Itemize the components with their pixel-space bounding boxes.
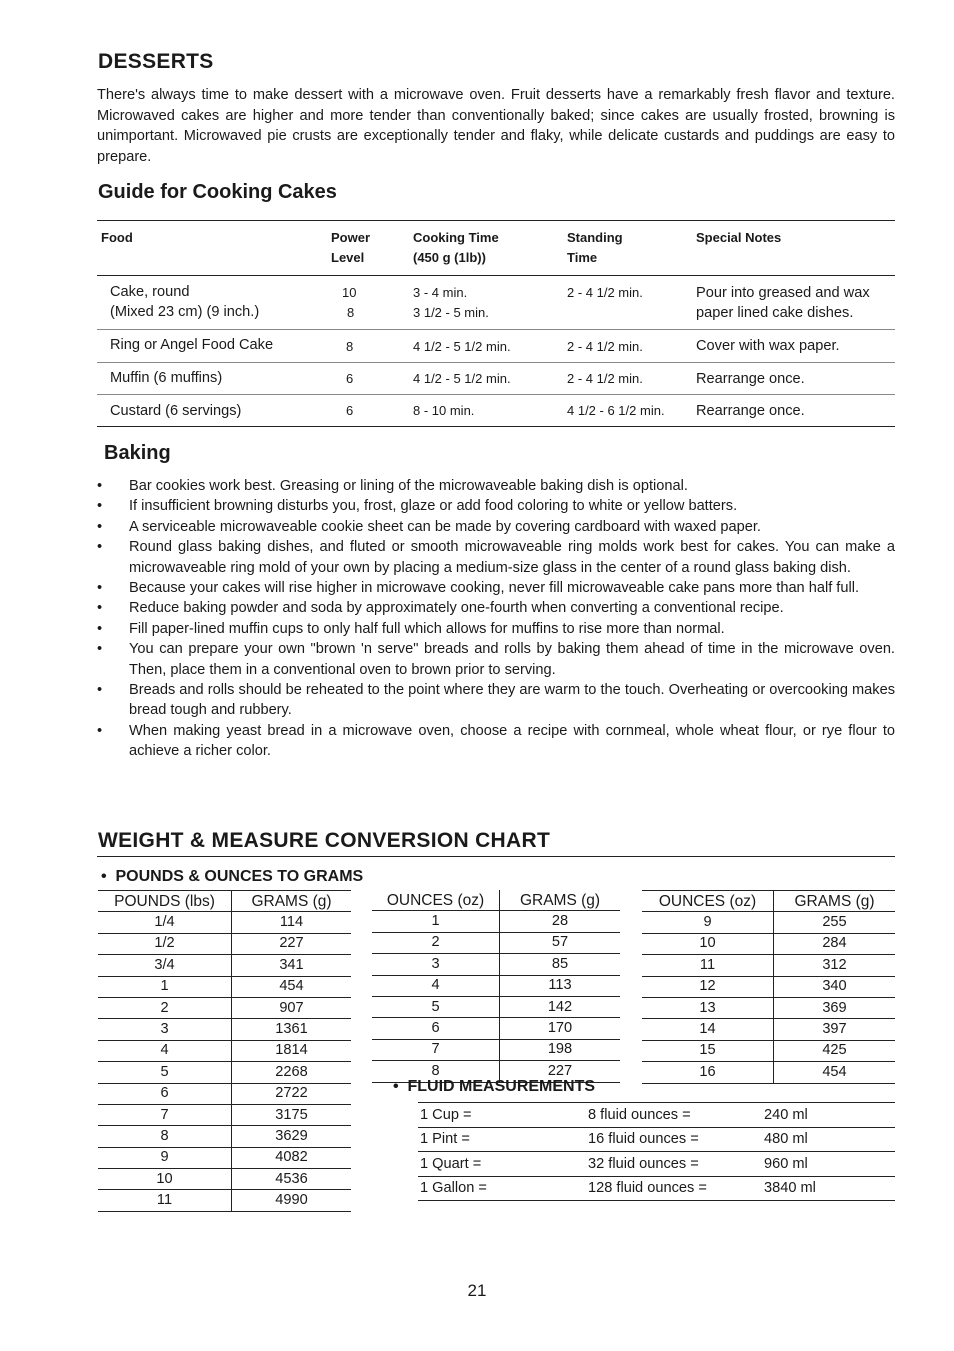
table-row: [418, 1152, 895, 1177]
table-cell: 5: [372, 996, 500, 1017]
row-cooking-time: 4 1/2 - 5 1/2 min.: [413, 339, 511, 354]
row-food: Ring or Angel Food Cake: [110, 337, 274, 353]
table-cell: 1361: [232, 1019, 352, 1040]
table-row: [418, 1103, 895, 1128]
row-cooking-time: 8 - 10 min.: [413, 403, 475, 418]
ounces-grams-table-2: [642, 890, 895, 1084]
table-row: [418, 1127, 895, 1152]
table-cell: 240 ml: [762, 1103, 895, 1128]
table-cell: 10: [98, 1169, 232, 1190]
table-row: [372, 954, 620, 975]
table-cell: 4: [372, 975, 500, 996]
table-cell: 341: [232, 955, 352, 976]
desserts-heading: DESSERTS: [98, 50, 214, 73]
fluid-table-body: [418, 1103, 895, 1201]
cakes-table-top-rule: [97, 220, 895, 221]
table-cell: 6: [372, 1018, 500, 1039]
table-cell: 4990: [232, 1190, 352, 1211]
list-item: • If insufficient browning disturbs you, frost, glaze or add food coloring to white or yellow batters.: [97, 496, 895, 516]
table-row: [98, 1147, 351, 1168]
table-cell: 114: [232, 912, 352, 933]
table-cell: 15: [642, 1040, 774, 1061]
list-item: • Fill paper-lined muffin cups to only half full which allows for muffins to rise more than normal.: [97, 619, 895, 639]
table-cell: 3: [98, 1019, 232, 1040]
pounds-ounces-subheading: [101, 868, 363, 886]
row-food: [110, 282, 259, 322]
row-notes: Rearrange once.: [696, 371, 805, 387]
row-food-line1: Cake, round: [110, 284, 190, 300]
table-row: [98, 997, 351, 1018]
table-row: [642, 1040, 895, 1061]
table-header-row: [372, 890, 620, 911]
table-cell: 128 fluid ounces =: [586, 1176, 762, 1201]
header-grams: GRAMS (g): [232, 891, 352, 912]
row-standing-time: 2 - 4 1/2 min.: [567, 339, 643, 354]
table-cell: 3/4: [98, 955, 232, 976]
table-cell: 1 Pint =: [418, 1127, 586, 1152]
row-food: Muffin (6 muffins): [110, 370, 223, 386]
table-cell: 7: [372, 1039, 500, 1060]
row-food: Custard (6 servings): [110, 403, 242, 419]
header-power-line2: Level: [331, 250, 365, 265]
table-cell: 227: [500, 1061, 621, 1082]
table-cell: 1/4: [98, 912, 232, 933]
table-cell: 3175: [232, 1104, 352, 1125]
header-ounces: OUNCES (oz): [372, 890, 500, 911]
header-power-line1: Power: [331, 230, 371, 245]
table-row: [98, 1169, 351, 1190]
table-cell: 1/2: [98, 933, 232, 954]
table-cell: 57: [500, 932, 621, 953]
table-cell: 2268: [232, 1062, 352, 1083]
table-cell: 3: [372, 954, 500, 975]
pounds-grams-table: [98, 890, 351, 1212]
table-cell: 2: [98, 997, 232, 1018]
table-row: [372, 975, 620, 996]
table-cell: 960 ml: [762, 1152, 895, 1177]
row-notes-line2: paper lined cake dishes.: [696, 305, 854, 321]
row-standing-time: 4 1/2 - 6 1/2 min.: [567, 403, 665, 418]
table-row: [372, 1039, 620, 1060]
table-cell: 255: [774, 912, 896, 933]
table-cell: 7: [98, 1104, 232, 1125]
table-cell: 8: [98, 1126, 232, 1147]
table-header-row: [98, 891, 351, 912]
table-cell: 454: [774, 1062, 896, 1083]
table-row: [372, 932, 620, 953]
table-row: [642, 1019, 895, 1040]
table-row: [642, 997, 895, 1018]
ounces-grams-table-1: [372, 890, 620, 1083]
list-item: • A serviceable microwaveable cookie sheet can be made by covering cardboard with waxed paper.: [97, 517, 895, 537]
table-row: [372, 911, 620, 932]
fluid-measurements-table: [418, 1102, 895, 1201]
table-cell: 454: [232, 976, 352, 997]
table-cell: 170: [500, 1018, 621, 1039]
table-row: [98, 1126, 351, 1147]
table-row: [98, 1104, 351, 1125]
table-cell: 142: [500, 996, 621, 1017]
header-food: Food: [101, 230, 133, 245]
table-cell: 14: [642, 1019, 774, 1040]
row-notes: Cover with wax paper.: [696, 338, 840, 354]
table-cell: 425: [774, 1040, 896, 1061]
table-cell: 1 Cup =: [418, 1103, 586, 1128]
row-power-line2: 8: [347, 305, 355, 320]
cakes-guide-title: Guide for Cooking Cakes: [98, 181, 337, 203]
row-time-line1: 3 - 4 min.: [413, 285, 468, 300]
table-row: [642, 955, 895, 976]
row-power-line1: 10: [342, 285, 357, 300]
table-cell: 397: [774, 1019, 896, 1040]
table-row: [642, 1062, 895, 1083]
row-power: [342, 283, 356, 323]
ounces-table-1-body: [372, 911, 620, 1082]
table-cell: 480 ml: [762, 1127, 895, 1152]
list-item: • Breads and rolls should be reheated to the point where they are warm to the touch. Overheating or overcooking makes bread tough and rubbery.: [97, 680, 895, 721]
table-cell: 1: [372, 911, 500, 932]
header-standing-line1: Standing: [567, 230, 623, 245]
table-row: [98, 1019, 351, 1040]
header-cooking-time: [413, 228, 499, 268]
row-divider: [97, 362, 895, 363]
table-row: [372, 1018, 620, 1039]
table-cell: 85: [500, 954, 621, 975]
table-cell: 3840 ml: [762, 1176, 895, 1201]
header-ounces: OUNCES (oz): [642, 891, 774, 912]
table-cell: 8 fluid ounces =: [586, 1103, 762, 1128]
table-cell: 6: [98, 1083, 232, 1104]
table-row: [98, 1062, 351, 1083]
desserts-paragraph: There's always time to make dessert with a microwave oven. Fruit desserts have a remarkably fresh flavor and texture. Microwaved cakes are higher and more tender than conventionally baked; since cakes are usually frosted, browning is unimportant. Microwaved pie crusts are exceptionally tender and flaky, while delicate custards and puddings are easy to prepare.: [97, 87, 895, 165]
list-item: • Bar cookies work best. Greasing or lining of the microwaveable baking dish is optional.: [97, 476, 895, 496]
bullet-glyph: •: [101, 868, 116, 885]
table-cell: 16 fluid ounces =: [586, 1127, 762, 1152]
table-row: [642, 912, 895, 933]
table-row: [98, 1040, 351, 1061]
header-grams: GRAMS (g): [774, 891, 896, 912]
table-cell: 2722: [232, 1083, 352, 1104]
table-row: [642, 976, 895, 997]
table-cell: 3629: [232, 1126, 352, 1147]
baking-bullet-list: [97, 476, 895, 762]
table-cell: 28: [500, 911, 621, 932]
fluid-title: FLUID MEASUREMENTS: [407, 1078, 596, 1095]
row-notes-line1: Pour into greased and wax: [696, 285, 870, 301]
conversion-heading: WEIGHT & MEASURE CONVERSION CHART: [98, 829, 551, 852]
table-row: [372, 996, 620, 1017]
table-row: [98, 933, 351, 954]
table-row: [98, 976, 351, 997]
table-cell: 32 fluid ounces =: [586, 1152, 762, 1177]
cakes-table-header-rule: [97, 275, 895, 276]
table-cell: 4536: [232, 1169, 352, 1190]
row-notes: Rearrange once.: [696, 403, 805, 419]
header-pounds: POUNDS (lbs): [98, 891, 232, 912]
page-number: 21: [467, 1281, 487, 1300]
table-cell: 1 Quart =: [418, 1152, 586, 1177]
table-row: [98, 1083, 351, 1104]
row-cooking-time: [413, 283, 489, 323]
ounces-table-2-body: [642, 912, 895, 1083]
row-cooking-time: 4 1/2 - 5 1/2 min.: [413, 371, 511, 386]
table-cell: 16: [642, 1062, 774, 1083]
row-notes: [696, 283, 870, 323]
table-cell: 4: [98, 1040, 232, 1061]
list-item: • When making yeast bread in a microwave oven, choose a recipe with cornmeal, whole wheat flour, or rye flour to achieve a richer color.: [97, 721, 895, 762]
pounds-table-body: [98, 912, 351, 1211]
cakes-table-bottom-rule: [97, 426, 895, 427]
table-cell: 13: [642, 997, 774, 1018]
table-cell: 1814: [232, 1040, 352, 1061]
list-item: • Round glass baking dishes, and fluted or smooth microwaveable ring molds work best for cakes. You can make a microwaveable ring mold of your own by placing a medium-size glass in the center of a round glass baking dish.: [97, 537, 895, 578]
table-row: [98, 1190, 351, 1211]
header-special-notes: Special Notes: [696, 230, 782, 245]
row-time-line2: 3 1/2 - 5 min.: [413, 305, 489, 320]
conversion-heading-rule: [97, 856, 895, 857]
row-power: 6: [346, 403, 354, 418]
table-cell: 9: [98, 1147, 232, 1168]
table-cell: 369: [774, 997, 896, 1018]
table-cell: 9: [642, 912, 774, 933]
table-cell: 312: [774, 955, 896, 976]
baking-heading: Baking: [104, 442, 171, 464]
header-time-line1: Cooking Time: [413, 230, 499, 245]
bullet-glyph: •: [393, 1078, 408, 1095]
table-row: [98, 912, 351, 933]
row-divider: [97, 329, 895, 330]
list-item: • You can prepare your own "brown 'n serve" breads and rolls by baking them ahead of time in the microwave oven. Then, place them in a conventional oven to brown prior to serving.: [97, 639, 895, 680]
pounds-ounces-title: POUNDS & OUNCES TO GRAMS: [115, 868, 364, 885]
list-item: • Because your cakes will rise higher in microwave cooking, never fill microwaveable cake pans more than half full.: [97, 578, 895, 598]
table-cell: 12: [642, 976, 774, 997]
table-cell: 4082: [232, 1147, 352, 1168]
header-grams: GRAMS (g): [500, 890, 621, 911]
table-row: [642, 933, 895, 954]
row-divider: [97, 394, 895, 395]
row-food-line2: (Mixed 23 cm) (9 inch.): [110, 304, 260, 320]
table-cell: 227: [232, 933, 352, 954]
fluid-measurements-subheading: [393, 1078, 595, 1096]
header-time-line2: (450 g (1lb)): [413, 250, 486, 265]
table-cell: 284: [774, 933, 896, 954]
table-cell: 11: [98, 1190, 232, 1211]
table-cell: 11: [642, 955, 774, 976]
table-cell: 198: [500, 1039, 621, 1060]
table-header-row: [642, 891, 895, 912]
table-cell: 8: [372, 1061, 500, 1082]
header-standing-time: [567, 228, 623, 268]
row-power: 8: [346, 339, 354, 354]
table-cell: 113: [500, 975, 621, 996]
table-cell: 907: [232, 997, 352, 1018]
header-standing-line2: Time: [567, 250, 598, 265]
table-cell: 5: [98, 1062, 232, 1083]
table-row: [418, 1176, 895, 1201]
row-standing-time: 2 - 4 1/2 min.: [567, 371, 643, 386]
table-cell: 1: [98, 976, 232, 997]
list-item: • Reduce baking powder and soda by approximately one-fourth when converting a conventional recipe.: [97, 598, 895, 618]
table-cell: 340: [774, 976, 896, 997]
table-cell: 2: [372, 932, 500, 953]
header-power: [331, 228, 370, 268]
table-cell: 10: [642, 933, 774, 954]
row-standing-time: 2 - 4 1/2 min.: [567, 285, 643, 300]
table-cell: 1 Gallon =: [418, 1176, 586, 1201]
row-power: 6: [346, 371, 354, 386]
table-row: [98, 955, 351, 976]
